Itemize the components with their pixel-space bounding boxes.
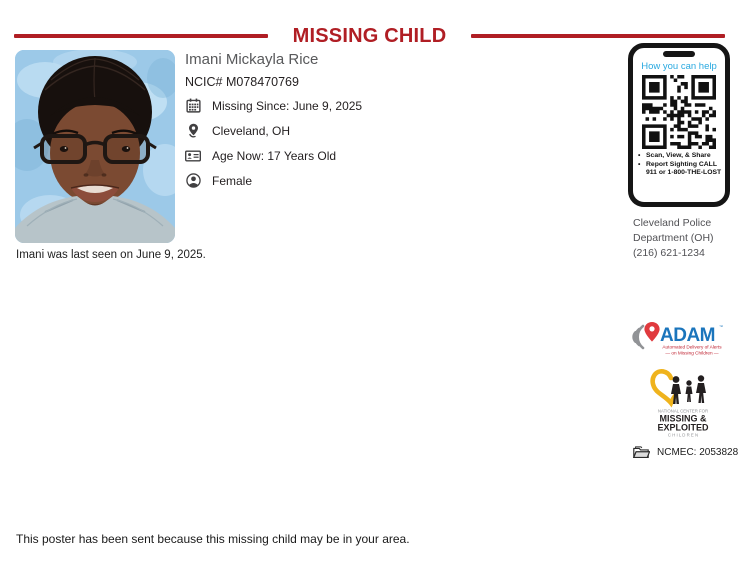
folder-icon	[632, 445, 650, 459]
adam-tagline-line1: Automated Delivery of Alerts	[662, 344, 722, 350]
location-pin-icon	[185, 123, 201, 139]
adam-pin-icon	[644, 322, 659, 342]
calendar-icon	[185, 98, 201, 114]
help-bullet-list	[637, 152, 723, 178]
last-seen-caption: Imani was last seen on June 9, 2025.	[16, 249, 206, 261]
detail-row-missing-since	[185, 93, 362, 118]
detail-row-sex	[185, 168, 362, 193]
help-phone-graphic	[628, 43, 730, 207]
police-phone-number: (216) 621-1234	[633, 247, 705, 259]
help-bullet-share: • Scan, View, & Share	[637, 152, 723, 161]
header-rule-left	[14, 34, 268, 38]
child-name: Imani Mickayla Rice	[185, 51, 319, 68]
ncic-number: NCIC# M078470769	[185, 75, 299, 89]
ncmec-family-figures	[671, 375, 706, 404]
police-contact-line2: Department (OH)	[633, 232, 714, 244]
help-bullet-report: • Report Sighting CALL 911 or 1-800-THE-LOST	[637, 161, 723, 178]
missing-since-value: Missing Since: June 9, 2025	[212, 98, 363, 113]
header-rule-right	[471, 34, 725, 38]
detail-row-age	[185, 143, 362, 168]
help-title: How you can help	[641, 61, 717, 72]
id-card-icon	[185, 148, 201, 164]
footer-note: This poster has been sent because this missing child may be in your area.	[16, 532, 410, 546]
detail-list	[185, 93, 362, 193]
police-contact	[633, 216, 714, 261]
police-contact-line1: Cleveland Police	[633, 217, 712, 229]
child-photo	[15, 50, 175, 243]
sex-value: Female	[212, 173, 253, 188]
child-portrait-illustration	[15, 50, 175, 243]
adam-wordmark: ADAM	[660, 325, 715, 346]
location-value: Cleveland, OH	[212, 123, 291, 138]
ncmec-logo	[645, 366, 721, 438]
case-number-row	[632, 445, 738, 459]
detail-row-location	[185, 118, 362, 143]
poster-header	[14, 25, 725, 47]
age-now-value: Age Now: 17 Years Old	[212, 148, 337, 163]
ncmec-text-line4: C H I L D R E N	[667, 432, 699, 438]
adam-trademark: ™	[719, 324, 723, 329]
person-icon	[185, 173, 201, 189]
adam-tagline-line2: — on Missing Children —	[665, 350, 719, 356]
adam-logo	[629, 320, 725, 358]
ncmec-text-line3: EXPLOITED	[657, 422, 709, 433]
ncmec-case-number: NCMEC: 2053828	[657, 446, 739, 458]
phone-notch	[663, 51, 695, 57]
ncmec-text-line1: NATIONAL CENTER FOR	[657, 408, 709, 414]
ncmec-text-line2: MISSING &	[659, 413, 707, 424]
page-title: MISSING CHILD	[292, 24, 447, 47]
qr-code	[642, 75, 716, 149]
